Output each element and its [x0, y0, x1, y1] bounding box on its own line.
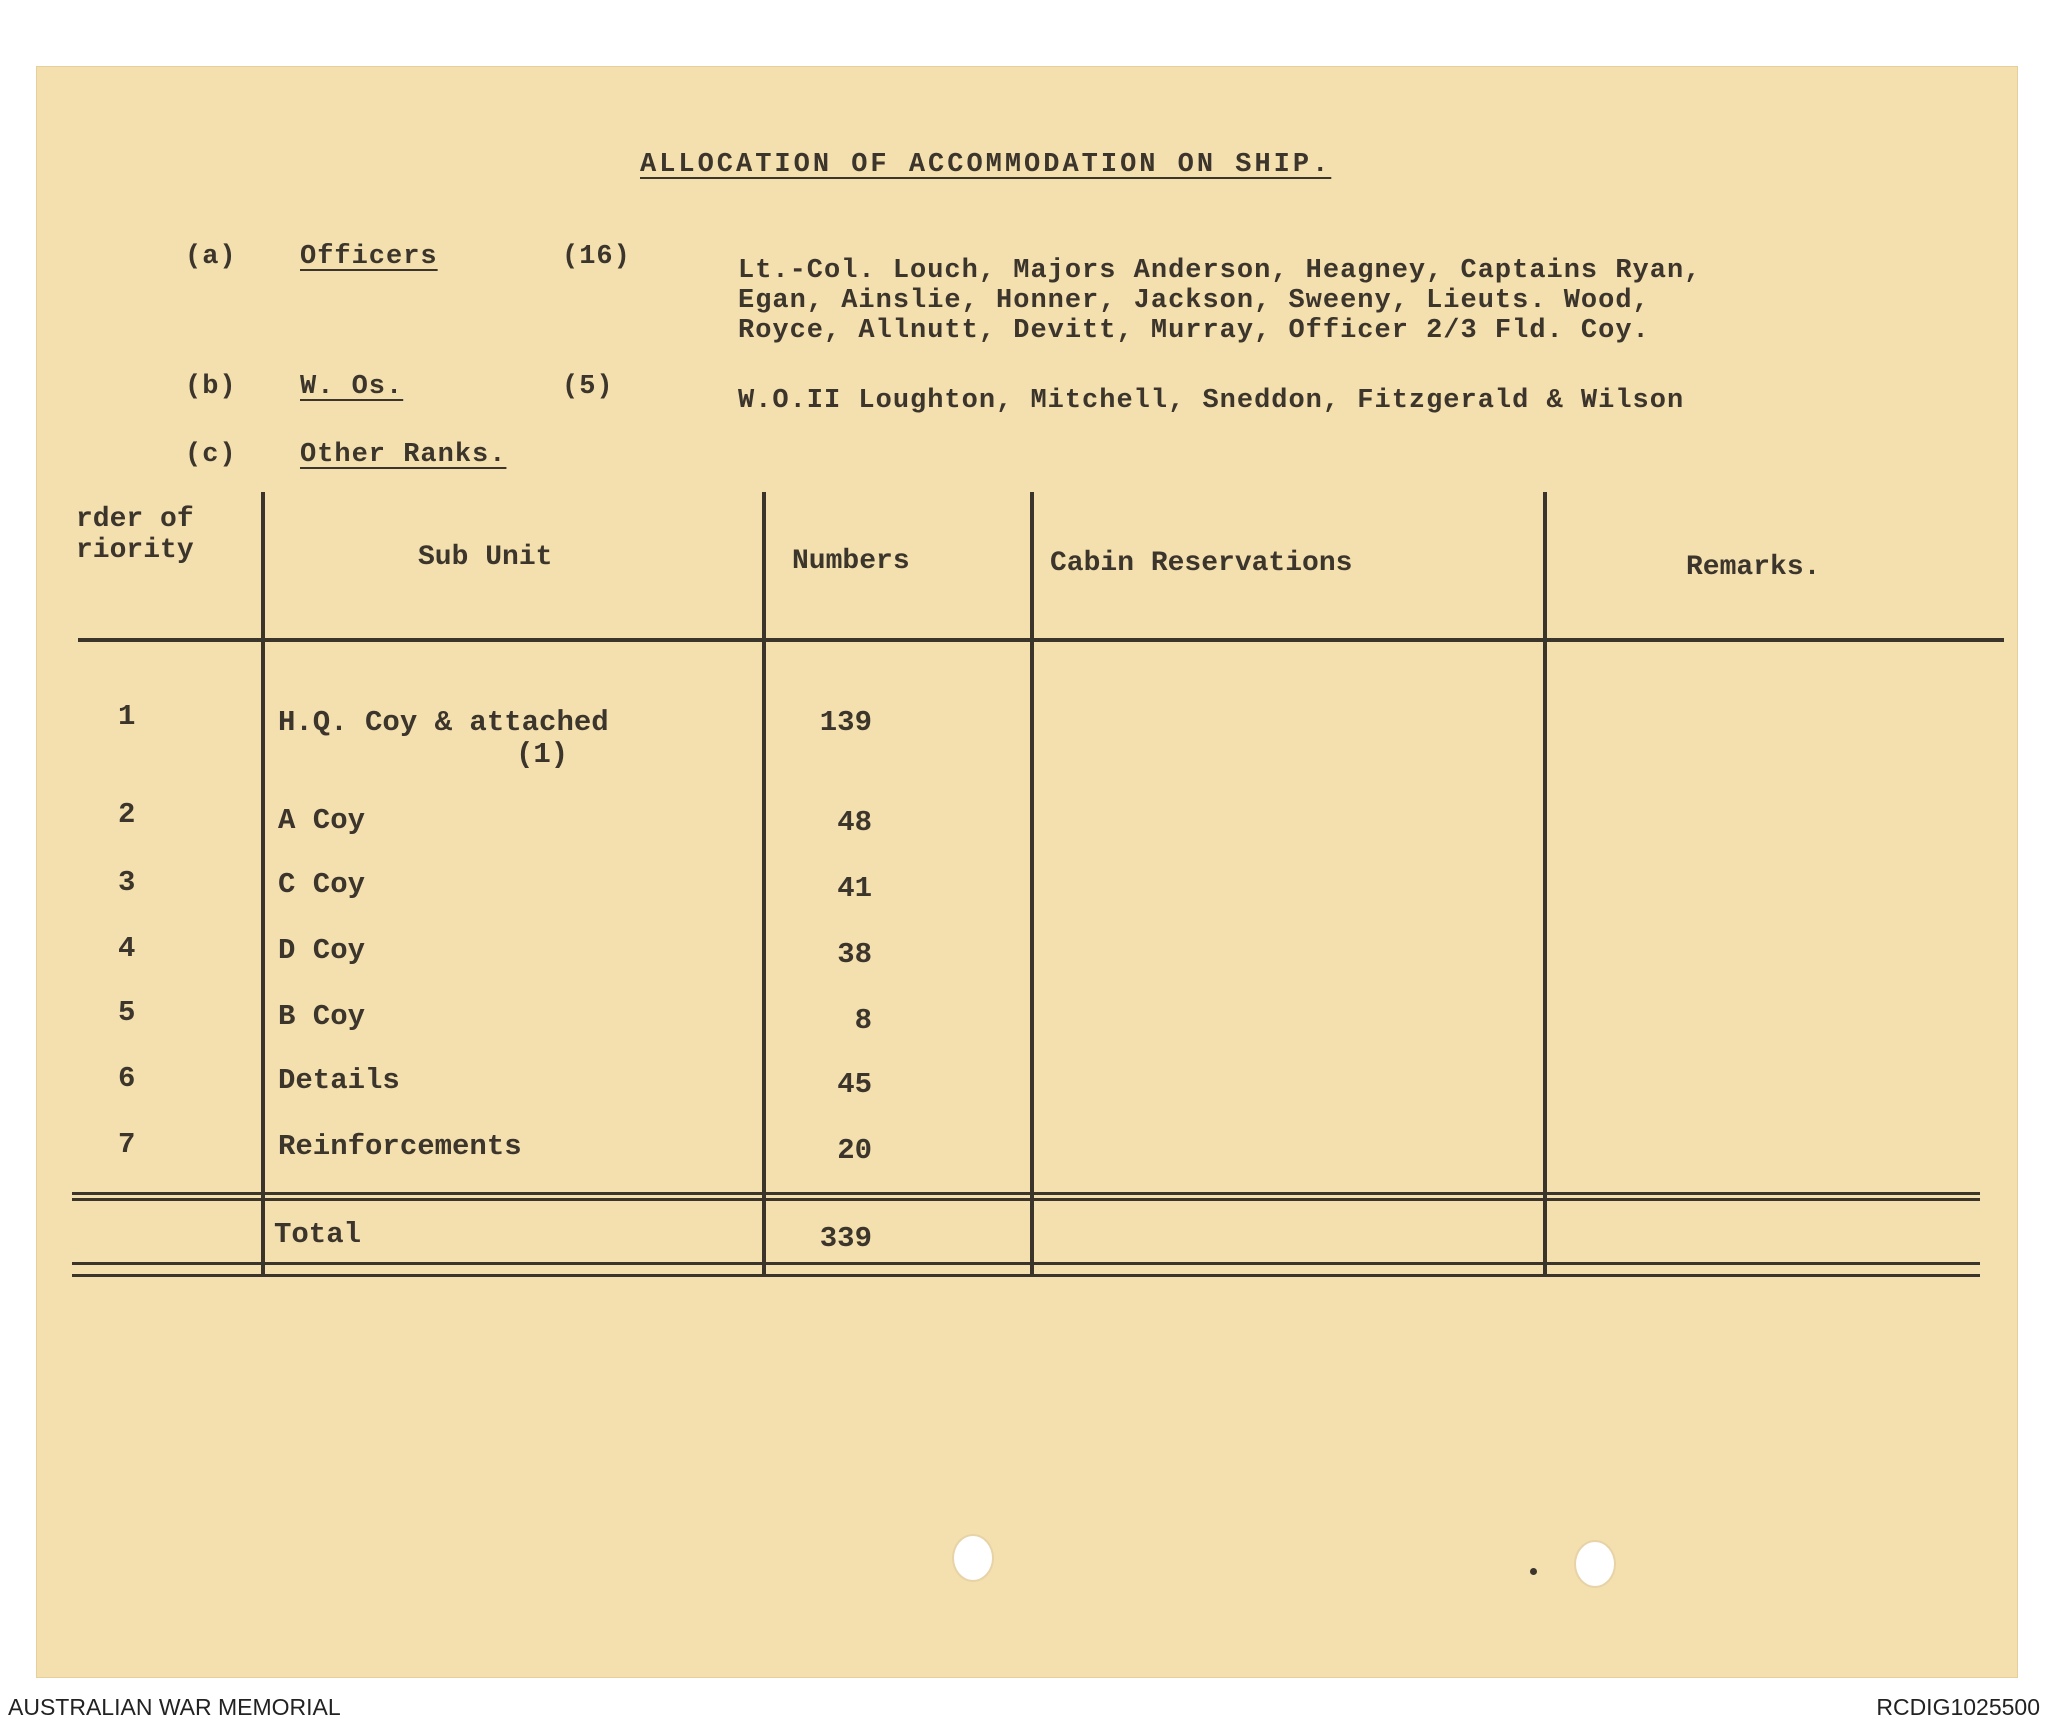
- ink-spot: [1530, 1568, 1537, 1575]
- row-numbers: 41: [837, 872, 872, 905]
- row-numbers: 8: [854, 1004, 872, 1037]
- section-a-count: (16): [562, 242, 631, 272]
- table-total-rule-bottom: [72, 1274, 1980, 1277]
- row-numbers: 20: [837, 1134, 872, 1167]
- section-c-letter: (c): [185, 440, 237, 470]
- punch-hole: [954, 1536, 992, 1580]
- row-sub-unit: Reinforcements: [278, 1130, 522, 1163]
- row-order: 1: [118, 700, 136, 733]
- table-rule-vertical: [1543, 492, 1547, 1276]
- header-order-of-priority: [76, 504, 194, 566]
- names-line: Egan, Ainslie, Honner, Jackson, Sweeny, Lieuts. Wood,: [738, 286, 1650, 316]
- section-b-label: W. Os.: [300, 372, 404, 402]
- names-line: Royce, Allnutt, Devitt, Murray, Officer 2/3 Fld. Coy.: [738, 316, 1650, 346]
- section-a-letter: (a): [185, 242, 237, 272]
- table-header-rule: [78, 638, 2004, 642]
- table-rule-vertical: [261, 492, 265, 1276]
- section-c-label: Other Ranks.: [300, 440, 507, 470]
- footer-record-id: RCDIG1025500: [1876, 1694, 2040, 1720]
- row-numbers: 48: [837, 806, 872, 839]
- row-numbers: 45: [837, 1068, 872, 1101]
- section-b-letter: (b): [185, 372, 237, 402]
- total-value: 339: [819, 1222, 872, 1255]
- row-sub-unit: A Coy: [278, 804, 366, 837]
- section-b-names: W.O.II Loughton, Mitchell, Sneddon, Fitzgerald & Wilson: [738, 386, 1685, 416]
- header-remarks: Remarks.: [1686, 552, 1821, 583]
- row-numbers: 38: [837, 938, 872, 971]
- section-a-names: [738, 256, 1701, 346]
- total-label: Total: [274, 1218, 362, 1251]
- row-sub-unit: B Coy: [278, 1000, 366, 1033]
- table-total-rule-bottom: [72, 1262, 1980, 1265]
- punch-hole: [1576, 1542, 1614, 1586]
- row-sub-unit: C Coy: [278, 868, 366, 901]
- table-total-rule-top: [72, 1192, 1980, 1195]
- row-numbers: 139: [819, 706, 872, 739]
- row-order: 5: [118, 996, 136, 1029]
- section-b-count: (5): [562, 372, 614, 402]
- row-order: 4: [118, 932, 136, 965]
- row-order: 6: [118, 1062, 136, 1095]
- table-rule-vertical: [1030, 492, 1034, 1276]
- names-line: Lt.-Col. Louch, Majors Anderson, Heagney, Captains Ryan,: [738, 256, 1702, 286]
- document-title: ALLOCATION OF ACCOMMODATION ON SHIP.: [640, 150, 1332, 180]
- header-line: riority: [76, 535, 194, 566]
- footer-archive-name: AUSTRALIAN WAR MEMORIAL: [8, 1694, 341, 1720]
- row-sub-unit: H.Q. Coy & attached: [278, 706, 609, 739]
- table-total-rule-top: [72, 1198, 1980, 1201]
- header-numbers: Numbers: [792, 546, 910, 577]
- header-line: rder of: [76, 504, 194, 535]
- row-sub-unit: D Coy: [278, 934, 366, 967]
- header-sub-unit: Sub Unit: [418, 542, 553, 573]
- row-sub-unit: Details: [278, 1064, 400, 1097]
- row-order: 2: [118, 798, 136, 831]
- header-cabin-reservations: Cabin Reservations: [1050, 548, 1353, 579]
- row-order: 7: [118, 1128, 136, 1161]
- table-rule-vertical: [762, 492, 766, 1276]
- section-a-label: Officers: [300, 242, 438, 272]
- row-sub-unit-note: (1): [516, 738, 569, 771]
- row-order: 3: [118, 866, 136, 899]
